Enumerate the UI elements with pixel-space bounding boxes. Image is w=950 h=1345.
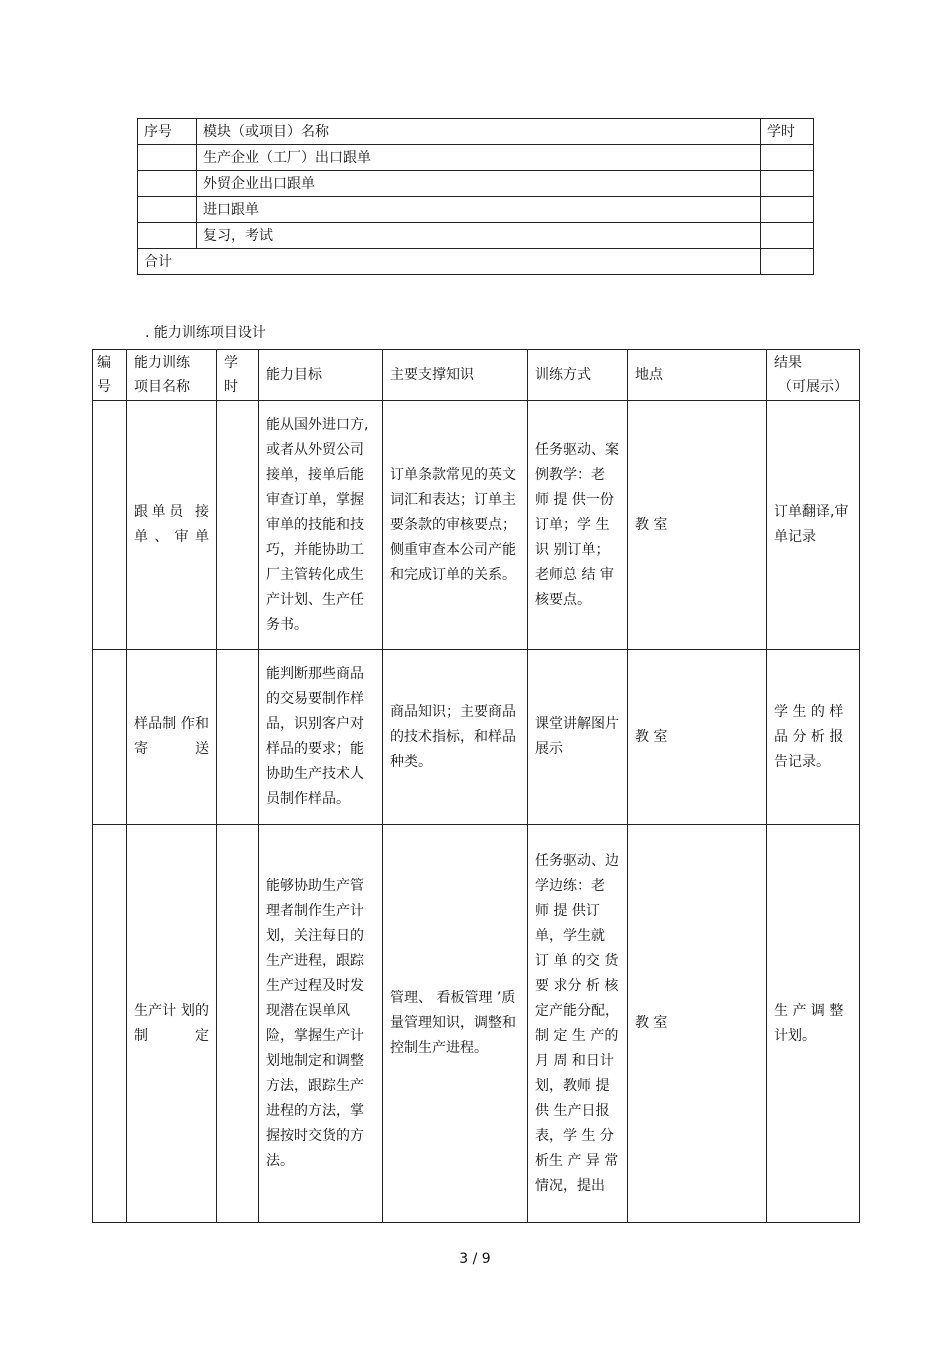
module-table bbox=[137, 118, 814, 275]
total-row bbox=[138, 249, 814, 275]
row-module-name: 外贸企业出口跟单 bbox=[197, 171, 761, 197]
row-goal: 能判断那些商品的交易要制作样品，识别客户对样品的要求；能协助生产技术人员制作样品。 bbox=[259, 650, 383, 825]
row-hours bbox=[761, 197, 814, 223]
total-label: 合计 bbox=[138, 249, 761, 275]
row-hours bbox=[217, 825, 259, 1223]
row-place: 教 室 bbox=[628, 650, 767, 825]
table-row bbox=[138, 145, 814, 171]
header-method: 训练方式 bbox=[528, 350, 628, 401]
table-row bbox=[138, 171, 814, 197]
header-place: 地点 bbox=[628, 350, 767, 401]
row-module-name: 复习，考试 bbox=[197, 223, 761, 249]
header-result: 结果 （可展示） bbox=[767, 350, 860, 401]
table-row bbox=[138, 223, 814, 249]
row-hours bbox=[217, 650, 259, 825]
row-result: 生 产 调 整计划。 bbox=[767, 825, 860, 1223]
row-module-name: 生产企业（工厂）出口跟单 bbox=[197, 145, 761, 171]
row-hours bbox=[761, 145, 814, 171]
section-title: . 能力训练项目设计 bbox=[145, 325, 266, 341]
row-no bbox=[138, 171, 197, 197]
row-method: 任务驱动、边学边练：老 师 提 供订单，学生就 订 单 的交 货 要 求分 析 核 定产能分配，制 定 生 产的 月 周 和日计划，教师 提 供 生产日报表，学 生 分 析生 产 异 常情况，提出 bbox=[528, 825, 628, 1223]
row-hours bbox=[217, 401, 259, 650]
table-row bbox=[93, 825, 860, 1223]
row-no bbox=[93, 650, 127, 825]
header-hours: 学时 bbox=[761, 119, 814, 145]
header-knowledge: 主要支撑知识 bbox=[383, 350, 528, 401]
training-table-header bbox=[93, 350, 860, 401]
header-project-name: 能力训练 项目名称 bbox=[127, 350, 217, 401]
row-method: 任务驱动、案例教学：老 师 提 供一份订单；学 生 识 别订单；老师总 结 审 核要点。 bbox=[528, 401, 628, 650]
row-method: 课堂讲解图片展示 bbox=[528, 650, 628, 825]
header-no: 序号 bbox=[138, 119, 197, 145]
table-row bbox=[93, 401, 860, 650]
row-hours bbox=[761, 171, 814, 197]
row-no bbox=[93, 401, 127, 650]
row-project-name: 样品制 作和寄送 bbox=[127, 650, 217, 825]
row-place: 教 室 bbox=[628, 825, 767, 1223]
row-result: 订单翻译,审单记录 bbox=[767, 401, 860, 650]
header-module-name: 模块（或项目）名称 bbox=[197, 119, 761, 145]
training-table bbox=[92, 349, 860, 1223]
row-knowledge: 商品知识；主要商品的技术指标，和样品种类。 bbox=[383, 650, 528, 825]
header-goal: 能力目标 bbox=[259, 350, 383, 401]
header-hours: 学 时 bbox=[217, 350, 259, 401]
row-hours bbox=[761, 223, 814, 249]
total-hours bbox=[761, 249, 814, 275]
header-no: 编 号 bbox=[93, 350, 127, 401]
row-goal: 能够协助生产管理者制作生产计划，关注每日的生产进程，跟踪生产过程及时发现潜在误单风险，掌握生产计划地制定和调整方法，跟踪生产进程的方法，掌握按时交货的方法。 bbox=[259, 825, 383, 1223]
table-row bbox=[93, 650, 860, 825]
row-result: 学 生 的 样品 分 析 报告记录。 bbox=[767, 650, 860, 825]
row-no bbox=[138, 145, 197, 171]
page-number: 3 / 9 bbox=[459, 1251, 491, 1267]
row-project-name: 跟单员 接单、审单 bbox=[127, 401, 217, 650]
row-no bbox=[138, 197, 197, 223]
table-row bbox=[138, 197, 814, 223]
row-knowledge: 订单条款常见的英文词汇和表达；订单主要条款的审核要点；侧重审查本公司产能和完成订单的关系。 bbox=[383, 401, 528, 650]
row-no bbox=[138, 223, 197, 249]
row-no bbox=[93, 825, 127, 1223]
row-knowledge: 管理、 看板管理 ’质量管理知识，调整和控制生产进程。 bbox=[383, 825, 528, 1223]
row-project-name: 生产计 划的制定 bbox=[127, 825, 217, 1223]
row-place: 教 室 bbox=[628, 401, 767, 650]
module-table-header bbox=[138, 119, 814, 145]
row-module-name: 进口跟单 bbox=[197, 197, 761, 223]
row-goal: 能从国外进口方, 或者从外贸公司接单，接单后能审查订单，掌握审单的技能和技巧，并能协助工厂主管转化成生产计划、生产任务书。 bbox=[259, 401, 383, 650]
